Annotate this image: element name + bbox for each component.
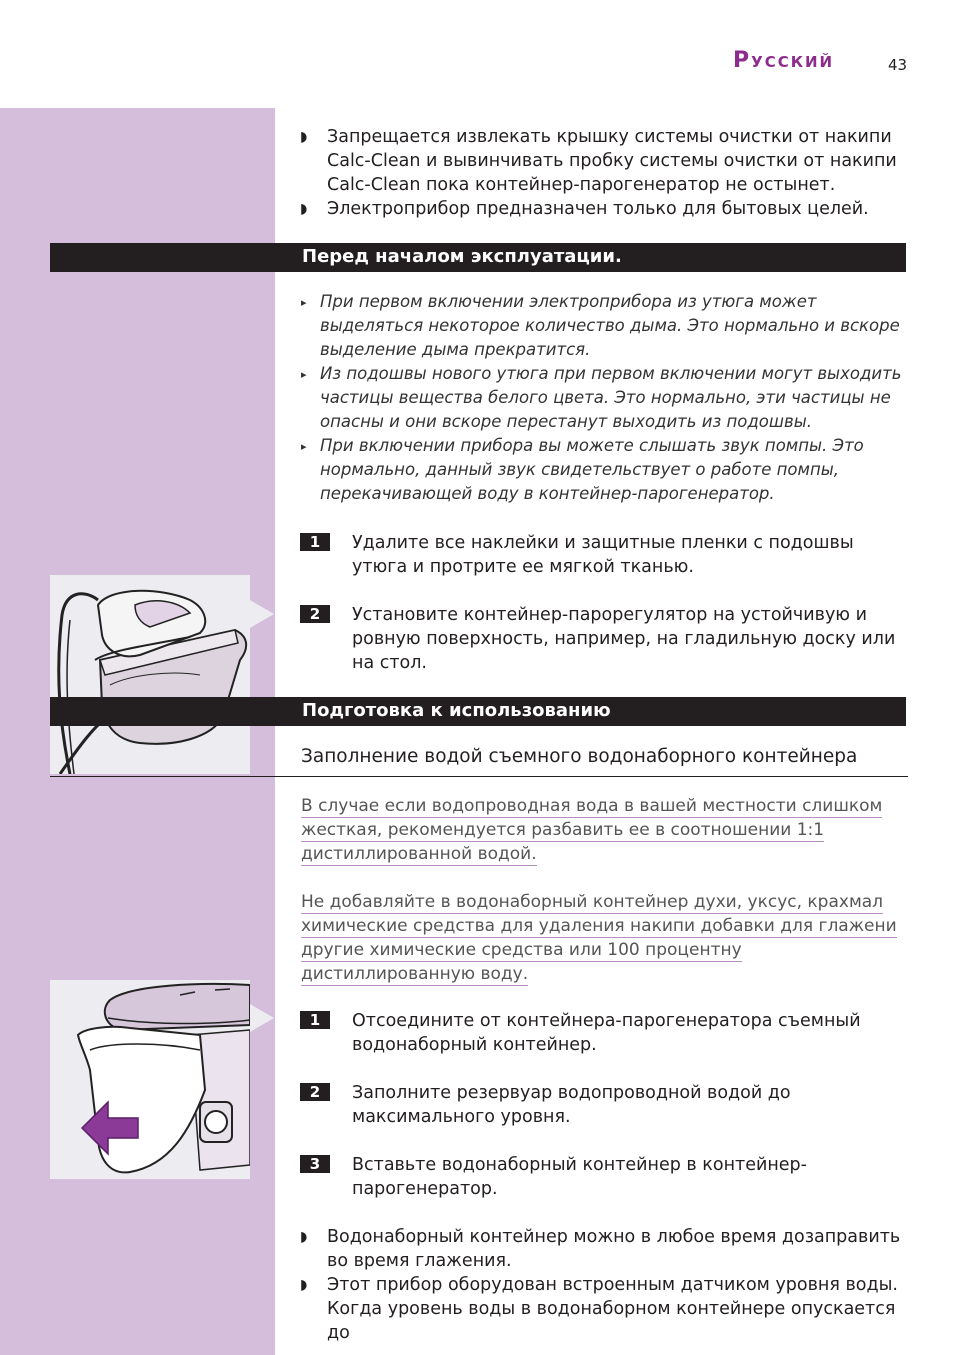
- section-title-before-use: Перед началом эксплуатации.: [50, 243, 906, 272]
- water-tank-illustration: [50, 980, 250, 1179]
- callout-pointer: [250, 1004, 274, 1032]
- step-item: [300, 1153, 910, 1201]
- note-item: ◗ Этот прибор оборудован встроенным датчиком уровня воды. Когда уровень воды в водонаборном контейнере опускается до: [300, 1275, 898, 1343]
- tip-item: ▸ Из подошвы нового утюга при первом включении могут выходить частицы вещества белого цвета. Это нормально, эти частицы не опасны и они вскоре перестанут выходить из подошвы.: [301, 364, 902, 431]
- step-number: 1: [300, 1011, 330, 1029]
- triangle-bullet-icon: ▸: [301, 368, 307, 381]
- step-text: Заполните резервуар водопроводной водой до максимального уровня.: [352, 1083, 791, 1127]
- step-item: [300, 1081, 910, 1129]
- step-text: Вставьте водонаборный контейнер в контейнер-парогенератор.: [352, 1155, 807, 1199]
- triangle-bullet-icon: ▸: [301, 296, 307, 309]
- section-title-preparation: Подготовка к использованию: [50, 697, 906, 726]
- warning-list: [300, 125, 910, 221]
- notes-list: [300, 1225, 910, 1345]
- iron-illustration: [50, 575, 250, 774]
- step-number: 3: [300, 1155, 330, 1173]
- bullet-icon: ◗: [300, 201, 308, 217]
- bullet-icon: ◗: [300, 1229, 308, 1245]
- tips-list: [300, 290, 910, 506]
- callout-pointer: [250, 600, 274, 628]
- language-label: Русский: [733, 48, 835, 73]
- page-number: 43: [888, 56, 908, 74]
- note-item: ◗ Водонаборный контейнер можно в любое время дозаправить во время глажения.: [300, 1227, 901, 1271]
- step-item: [300, 1009, 910, 1057]
- detach-water-tank-icon: [50, 980, 250, 1179]
- step-text: Установите контейнер-парорегулятор на устойчивую и ровную поверхность, например, на гладильную доску или на стол.: [352, 605, 896, 673]
- warning-item: ◗ Электроприбор предназначен только для бытовых целей.: [300, 199, 869, 219]
- triangle-bullet-icon: ▸: [301, 440, 307, 453]
- warning-item: ◗ Запрещается извлекать крышку системы очистки от накипи Calc-Clean и вывинчивать пробку системы очистки от накипи Calc-Clean пока контейнер-парогенератор не остынет.: [300, 127, 897, 195]
- bullet-icon: ◗: [300, 1277, 308, 1293]
- step-number: 2: [300, 605, 330, 623]
- tip-item: ▸ При первом включении электроприбора из утюга может выделяться некоторое количество дыма. Это нормально и вскоре выделение дыма прекратится.: [301, 292, 900, 359]
- tip-item: ▸ При включении прибора вы можете слышать звук помпы. Это нормально, данный звук свидетельствует о работе помпы, перекачивающей воду в контейнер-парогенератор.: [301, 436, 864, 503]
- bullet-icon: ◗: [300, 129, 308, 145]
- step-number: 1: [300, 533, 330, 551]
- no-additives-paragraph: Не добавляйте в водонаборный контейнер духи, уксус, крахмал химические средства для удаления накипи добавки для глажени другие химические средства или 100 процентну дистиллированную воду.: [301, 892, 897, 984]
- step-item: [300, 531, 910, 579]
- divider: [50, 776, 908, 777]
- hard-water-paragraph: В случае если водопроводная вода в вашей местности слишком жесткая, рекомендуется разбавить ее в соотношении 1:1 дистиллированной водой.: [301, 796, 883, 864]
- step-item: [300, 603, 910, 675]
- iron-on-generator-icon: [50, 575, 250, 774]
- step-text: Удалите все наклейки и защитные пленки с подошвы утюга и протрите ее мягкой тканью.: [352, 533, 854, 577]
- step-text: Отсоедините от контейнера-парогенератора съемный водонаборный контейнер.: [352, 1011, 861, 1055]
- step-number: 2: [300, 1083, 330, 1101]
- subsection-title: Заполнение водой съемного водонаборного контейнера: [301, 746, 858, 767]
